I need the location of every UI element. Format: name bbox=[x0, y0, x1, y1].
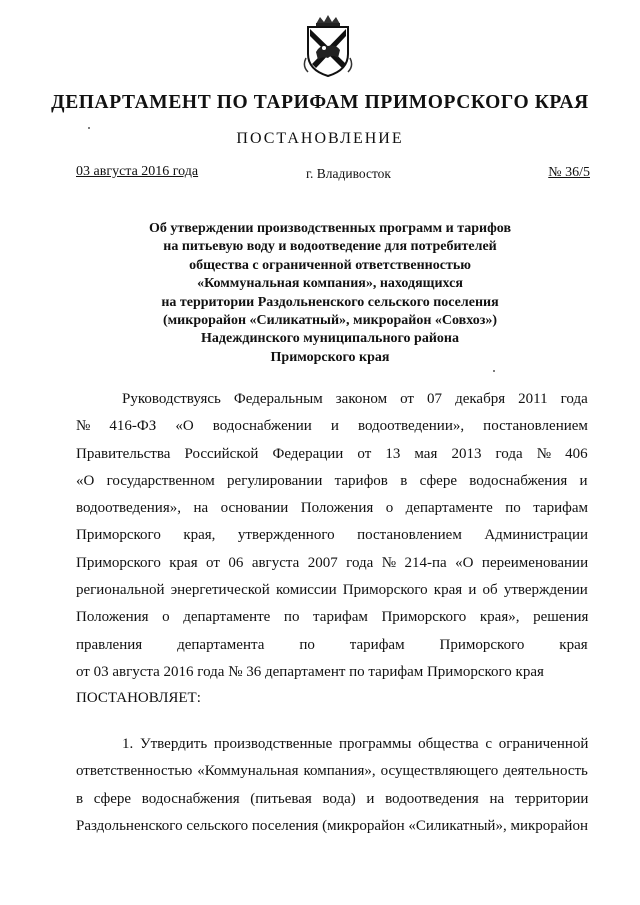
preamble-line: от 03 августа 2016 года № 36 департамент по тарифам Приморского края bbox=[76, 663, 544, 680]
preamble-line: Руководствуясь Федеральным законом от 07 декабря 2011 года bbox=[122, 391, 588, 407]
preamble-line: «О государственном регулировании тарифов в сфере водоснабжения и bbox=[76, 472, 588, 489]
preamble-line: правления департамента по тарифам Приморского края bbox=[76, 636, 588, 653]
title-line: Надеждинского муниципального района bbox=[201, 331, 459, 347]
title-line: на территории Раздольненского сельского поселения bbox=[161, 294, 499, 310]
item-1-line: Раздольненского сельского поселения (микрорайон «Силикатный», микрорайон bbox=[76, 817, 588, 834]
title-line: «Коммунальная компания», находящихся bbox=[197, 276, 463, 292]
title-line: Об утверждении производственных программ и тарифов bbox=[148, 221, 512, 236]
document-number: № 36/5 bbox=[548, 165, 590, 180]
document-date: 03 августа 2016 года bbox=[76, 164, 199, 179]
title-line: Приморского края bbox=[270, 349, 390, 365]
item-1-line: ответственностью «Коммунальная компания», осуществляющего деятельность bbox=[76, 763, 588, 780]
title-line: общества с ограниченной ответственностью bbox=[189, 257, 471, 273]
preamble-line: Положения о департаменте по тарифам Приморского края», решения bbox=[76, 609, 589, 626]
preamble-line: № 416-ФЗ «О водоснабжении и водоотведении», постановлением bbox=[76, 418, 588, 435]
preamble-line: региональной энергетической комиссии Приморского края и об утверждении bbox=[76, 582, 588, 599]
document-city: г. Владивосток bbox=[306, 166, 391, 181]
title-line: на питьевую воду и водоотведение для потребителей bbox=[163, 239, 497, 255]
document-type: ПОСТАНОВЛЕНИЕ bbox=[236, 130, 404, 147]
item-1-paragraph bbox=[76, 731, 588, 840]
scan-speck bbox=[493, 370, 495, 372]
preamble-line: водоотведения», на основании Положения о департаменте по тарифам bbox=[76, 500, 588, 517]
coat-of-arms-icon bbox=[302, 14, 354, 78]
scan-speck bbox=[88, 127, 90, 129]
preamble-line: Правительства Российской Федерации от 13 мая 2013 года № 406 bbox=[76, 445, 588, 462]
title-line: (микрорайон «Силикатный», микрорайон «Совхоз») bbox=[162, 313, 498, 329]
document-title bbox=[90, 220, 570, 367]
department-name: ДЕПАРТАМЕНТ ПО ТАРИФАМ ПРИМОРСКОГО КРАЯ bbox=[51, 92, 589, 113]
item-1-line: 1. Утвердить производственные программы общества с ограниченной bbox=[122, 736, 589, 752]
preamble-paragraph bbox=[76, 386, 588, 686]
preamble-line: Приморского края от 06 августа 2007 года № 214-па «О переименовании bbox=[76, 554, 589, 571]
preamble-line: Приморского края, утвержденного постановлением Администрации bbox=[76, 527, 588, 544]
decree-word: ПОСТАНОВЛЯЕТ: bbox=[76, 690, 201, 706]
item-1-line: в сфере водоснабжения (питьевая вода) и водоотведения на территории bbox=[76, 790, 589, 807]
